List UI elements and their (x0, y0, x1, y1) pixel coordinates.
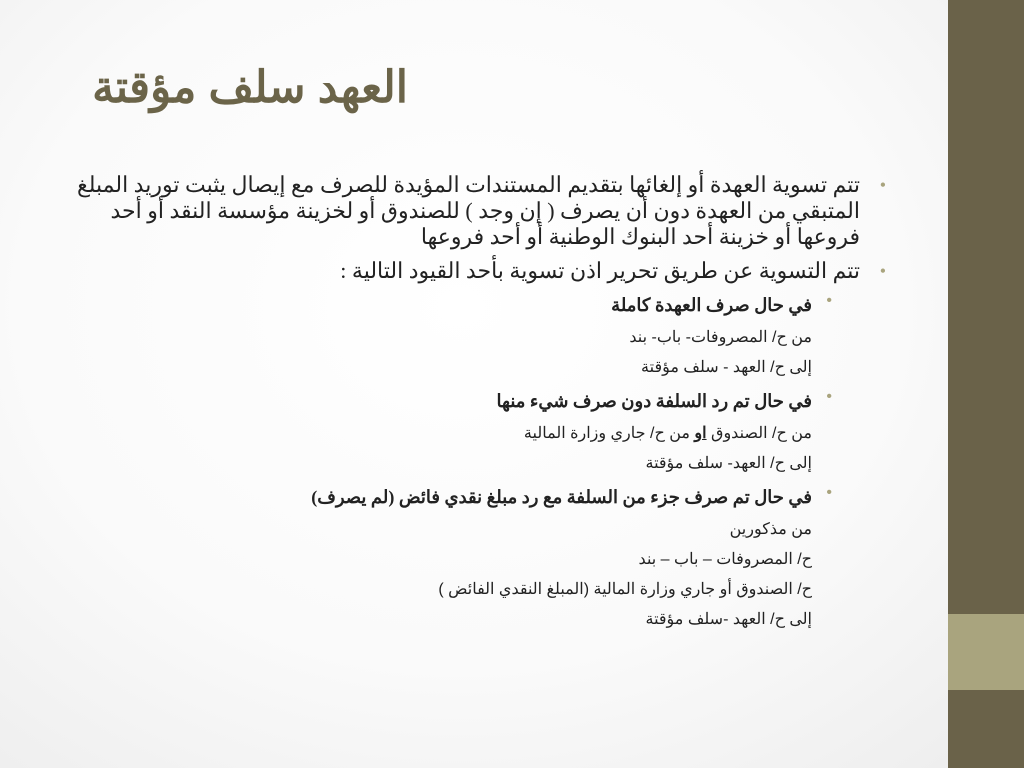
journal-line: إلى ح/ العهد- سلف مؤقتة (645, 455, 812, 472)
sub-bullet-dot-icon: • (826, 388, 832, 405)
bullet-text: تتم التسوية عن طريق تحرير اذن تسوية بأحد القيود التالية : (340, 258, 860, 283)
journal-line: ح/ الصندوق أو جاري وزارة المالية (المبلغ النقدي الفائض ) (438, 581, 812, 598)
slide-title: العهد سلف مؤقتة (92, 63, 408, 112)
journal-line: من مذكورين (729, 521, 812, 538)
case-heading: في حال تم رد السلفة دون صرف شيء منها (496, 391, 812, 411)
case-full-spend (70, 292, 832, 318)
sub-bullet-dot-icon: • (826, 292, 832, 309)
case-no-spend (70, 388, 832, 414)
bullet-dot-icon: • (879, 261, 886, 281)
or-word: او (694, 425, 707, 442)
case-partial-spend (70, 484, 832, 510)
journal-line-part: من ح/ الصندوق (706, 425, 812, 442)
case-heading: في حال صرف العهدة كاملة (611, 295, 812, 315)
journal-line: إلى ح/ العهد - سلف مؤقتة (641, 359, 812, 376)
bullet-text: تتم تسوية العهدة أو إلغائها بتقديم المستندات المؤيدة للصرف مع إيصال يثبت توريد المبلغ المتبقي من العهدة دون أن يصرف ( إن وجد ) للصندوق أو لخزينة مؤسسة النقد أو أحد فروعها أو خزينة أحد البنوك الوطنية أو أحد فروعها (77, 172, 860, 249)
decorative-sidebar-accent (948, 614, 1024, 690)
journal-line: ح/ المصروفات – باب – بند (638, 551, 812, 568)
sub-bullet-dot-icon: • (826, 484, 832, 501)
bullet-entries (70, 258, 886, 284)
bullet-dot-icon: • (879, 175, 886, 195)
slide-content (70, 172, 886, 630)
journal-line-part: من ح/ جاري وزارة المالية (523, 425, 695, 442)
case-heading: في حال تم صرف جزء من السلفة مع رد مبلغ نقدي فائض (لم يصرف) (311, 487, 812, 507)
journal-line (70, 424, 812, 444)
journal-line: إلى ح/ العهد -سلف مؤقتة (645, 611, 812, 628)
journal-line: من ح/ المصروفات- باب- بند (629, 329, 812, 346)
bullet-settlement (70, 172, 886, 250)
